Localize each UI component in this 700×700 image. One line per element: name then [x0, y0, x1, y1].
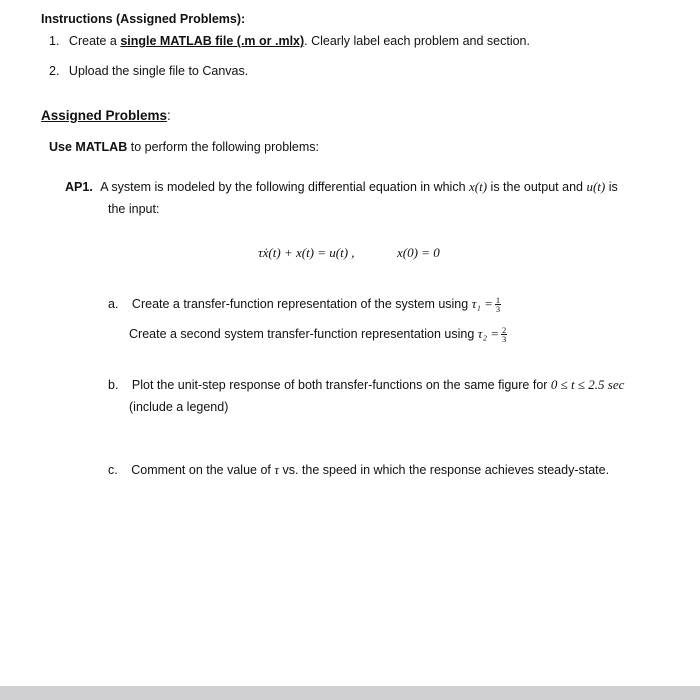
part-a-tau2-numerator: 2 — [502, 325, 507, 336]
instruction-item-1-suffix: . Clearly label each problem and section. — [304, 34, 530, 48]
use-matlab-line — [49, 140, 319, 154]
instruction-item-1-emphasis: single MATLAB file (.m or .mlx) — [120, 34, 305, 48]
part-b-range: 0 ≤ t ≤ 2.5 sec — [550, 377, 625, 392]
ap1-u-of-t: u(t) — [586, 179, 606, 194]
instruction-item-1-number: 1. — [49, 34, 60, 48]
part-c-text-2: vs. the speed in which the response achieves steady-state. — [279, 463, 610, 477]
part-a-tau2: τ₂ = — [477, 326, 499, 341]
ap1-intro-text-3: is — [605, 180, 618, 194]
instruction-item-2-number: 2. — [49, 64, 60, 78]
instruction-item-1-prefix: Create a — [68, 34, 121, 48]
instructions-heading: Instructions (Assigned Problems): — [41, 12, 246, 26]
assigned-problems-title: Assigned Problems — [41, 108, 168, 123]
part-b-line-1 — [108, 377, 624, 393]
ap1-label: AP1. — [65, 180, 93, 194]
part-c-text-1: Comment on the value of — [131, 463, 275, 477]
bottom-bar — [0, 686, 700, 700]
part-a-tau1-numerator: 1 — [495, 295, 501, 306]
instruction-item-1 — [49, 34, 530, 48]
part-a-text-2: Create a second system transfer-function representation using — [129, 327, 478, 341]
part-b-text-1: Plot the unit-step response of both transfer-functions on the same figure for — [131, 378, 551, 392]
part-a-line-1 — [108, 296, 501, 313]
use-matlab-rest: to perform the following problems: — [127, 140, 320, 154]
part-a-line-2 — [129, 326, 507, 343]
ap1-initial-condition: x(0) = 0 — [397, 245, 440, 260]
assigned-problems-colon: : — [167, 108, 171, 123]
instruction-item-2-text: Upload the single file to Canvas. — [68, 64, 249, 78]
part-a-tau1-denominator: 3 — [495, 304, 501, 315]
instruction-item-2 — [49, 64, 248, 78]
part-b-line-2: (include a legend) — [129, 400, 229, 414]
ap1-intro-line-2: the input: — [108, 202, 160, 216]
part-a-tau1: τ₁ = — [471, 296, 493, 311]
ap1-x-of-t: x(t) — [469, 179, 488, 194]
ap1-equation: τẋ(t) + x(t) = u(t) , — [258, 245, 355, 260]
ap1-intro-text-2: is the output and — [487, 180, 587, 194]
part-a-tau2-fraction — [501, 326, 507, 343]
part-b-letter: b. — [108, 378, 119, 392]
part-c-line — [108, 462, 609, 478]
assigned-problems-heading — [41, 108, 171, 123]
ap1-intro-text-1: A system is modeled by the following differential equation in which — [100, 180, 470, 194]
part-a-tau2-denominator: 3 — [502, 334, 507, 345]
part-a-text-1: Create a transfer-function representation of the system using — [131, 297, 472, 311]
part-c-tau: τ — [274, 462, 280, 477]
use-matlab-bold: Use MATLAB — [49, 140, 128, 154]
ap1-intro-line-1 — [65, 179, 618, 195]
part-c-letter: c. — [108, 463, 118, 477]
part-a-letter: a. — [108, 297, 119, 311]
part-a-tau1-fraction — [495, 296, 501, 313]
